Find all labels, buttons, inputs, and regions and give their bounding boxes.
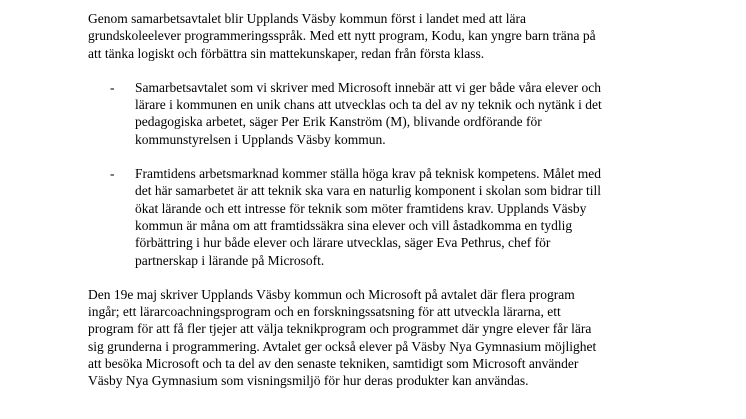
closing-paragraph: Den 19e maj skriver Upplands Väsby kommun och Microsoft på avtalet där flera program ingår; ett lärarcoachningsprogram och en forskningssatsning för att utveckla lärarna, ett program för att få fler tjejer att välja teknikprogram och programmet där yngre elever får lära sig grunderna i programmering. Avtalet ger också elever på Väsby Nya Gymnasium möjlighet att besöka Microsoft och ta del av den senaste tekniken, samtidigt som Microsoft använder Väsby Nya Gymnasium som visningsmiljö för hur deras produkter kan användas. bbox=[88, 286, 597, 389]
bullet-marker: - bbox=[110, 166, 115, 182]
quote-text: Framtidens arbetsmarknad kommer ställa höga krav på teknisk kompetens. Målet med det här samarbetet är att teknik ska vara en naturlig komponent i skolan som bidrar till ökat lärande och ett intresse för teknik som möter framtidens krav. Upplands Väsby kommun är måna om att framtidssäkra sina elever och vill åstadkomma en tydlig förbättring i hur både elever och lärare utvecklas, säger Eva Pethrus, chef för partnerskap i lärande på Microsoft. bbox=[135, 166, 602, 268]
quote-item-pethrus bbox=[88, 165, 673, 269]
intro-paragraph: Genom samarbetsavtalet blir Upplands Väsby kommun först i landet med att lära grundskoleelever programmeringsspråk. Med ett nytt program, Kodu, kan yngre barn träna på att tänka logiskt och förbättra sin mattekunskaper, redan från första klass. bbox=[88, 11, 596, 61]
quote-item-kanstrom bbox=[88, 79, 673, 148]
bullet-marker: - bbox=[110, 79, 115, 95]
quote-text: Samarbetsavtalet som vi skriver med Microsoft innebär att vi ger både våra elever och lärare i kommunen en unik chans att utvecklas och ta del av ny teknik och nytänk i det pedagogiska arbetet, säger Per Erik Kanström (M), blivande ordförande för kommunstyrelsen i Upplands Väsby kommun. bbox=[135, 79, 602, 147]
quote-list bbox=[88, 79, 673, 269]
document-body bbox=[88, 10, 673, 390]
